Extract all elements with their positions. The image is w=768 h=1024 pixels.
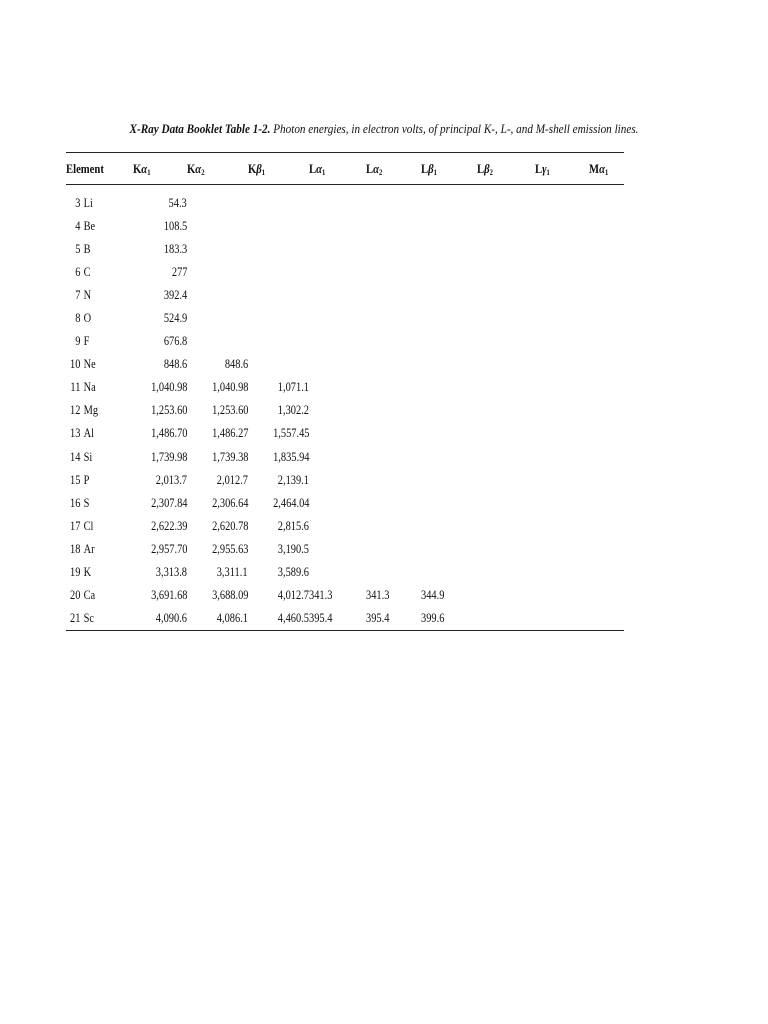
energy-cell-lg1	[535, 561, 589, 584]
energy-cell-la2	[366, 376, 421, 399]
element-symbol: Cl	[83, 517, 94, 533]
energy-cell-kb1	[248, 214, 309, 237]
energy-cell-lb1	[421, 185, 477, 215]
table-row	[66, 491, 624, 514]
atomic-number: 13	[70, 425, 81, 441]
table-row	[66, 330, 624, 353]
energy-cell-kb1	[248, 330, 309, 353]
header-kb1: $K\beta_1$	[248, 160, 266, 177]
header-la1: $L\alpha_1$	[309, 160, 326, 177]
table-row	[66, 376, 624, 399]
energy-cell-kb1: 2,815.6	[277, 517, 309, 533]
energy-cell-lb1	[421, 537, 477, 560]
energy-cell-ka2: 1,739.38	[211, 448, 248, 464]
energy-cell-ka1: 676.8	[163, 333, 187, 349]
element-cell	[66, 330, 133, 353]
header-lb1: $L\beta_1$	[421, 160, 437, 177]
energy-cell-lb1	[421, 306, 477, 329]
energy-cell-ka1: 3,313.8	[155, 564, 187, 580]
energy-cell-lg1	[535, 353, 589, 376]
energy-cell-lg1	[535, 422, 589, 445]
energy-cell-lb1	[421, 468, 477, 491]
table-row	[66, 422, 624, 445]
energy-cell-la2: 341.3	[366, 587, 390, 603]
energy-cell-la2	[366, 514, 421, 537]
energy-cell-lg1	[535, 260, 589, 283]
energy-cell-ma1	[589, 445, 624, 468]
energy-cell-la2	[366, 237, 421, 260]
energy-cell-kb1: 4,012.7	[277, 587, 309, 603]
energy-cell-kb1: 1,557.45	[272, 425, 309, 441]
energy-cell-la2	[366, 330, 421, 353]
element-symbol: Ne	[83, 356, 96, 372]
element-cell	[66, 260, 133, 283]
energy-cell-kb1	[248, 306, 309, 329]
element-cell	[66, 445, 133, 468]
energy-cell-la1	[309, 537, 366, 560]
energy-cell-la2	[366, 445, 421, 468]
element-cell	[66, 468, 133, 491]
energy-cell-ka1: 4,090.6	[155, 610, 187, 626]
energy-cell-la1	[309, 491, 366, 514]
element-cell	[66, 537, 133, 560]
atomic-number: 5	[75, 240, 81, 256]
energy-cell-la1	[309, 283, 366, 306]
atomic-number: 7	[75, 286, 81, 302]
energy-cell-ma1	[589, 399, 624, 422]
energy-cell-ka1: 2,622.39	[150, 517, 187, 533]
energy-cell-la2	[366, 422, 421, 445]
energy-cell-kb1	[248, 260, 309, 283]
energy-cell-kb1: 3,589.6	[277, 564, 309, 580]
table-row	[66, 468, 624, 491]
energy-cell-kb1	[248, 353, 309, 376]
energy-cell-ka1: 1,739.98	[150, 448, 187, 464]
atomic-number: 17	[70, 517, 81, 533]
energy-cell-lb1	[421, 491, 477, 514]
energy-cell-kb1	[248, 237, 309, 260]
energy-cell-lb1	[421, 237, 477, 260]
energy-cell-ka1: 1,040.98	[150, 379, 187, 395]
element-symbol: Si	[83, 448, 93, 464]
table-row	[66, 607, 624, 631]
header-ka2: $K\alpha_2$	[187, 160, 205, 177]
energy-cell-ka1: 1,253.60	[150, 402, 187, 418]
energy-cell-la1	[309, 353, 366, 376]
atomic-number: 11	[70, 379, 81, 395]
energy-cell-lb1: 344.9	[421, 587, 445, 603]
energy-cell-lg1	[535, 330, 589, 353]
energy-cell-ka1: 848.6	[163, 356, 187, 372]
energy-cell-lb1	[421, 445, 477, 468]
energy-cell-la2	[366, 185, 421, 215]
energy-cell-lb2	[477, 491, 535, 514]
energy-cell-lg1	[535, 399, 589, 422]
element-symbol: P	[83, 471, 90, 487]
element-symbol: B	[83, 240, 91, 256]
energy-cell-lb2	[477, 376, 535, 399]
table-row	[66, 514, 624, 537]
element-cell	[66, 376, 133, 399]
energy-cell-ka1: 2,957.70	[150, 540, 187, 556]
element-symbol: Be	[83, 217, 96, 233]
energy-cell-kb1: 1,835.94	[272, 448, 309, 464]
energy-cell-ma1	[589, 422, 624, 445]
energy-cell-lb1: 399.6	[421, 610, 445, 626]
energy-cell-ma1	[589, 353, 624, 376]
energy-cell-ma1	[589, 260, 624, 283]
element-cell	[66, 514, 133, 537]
energy-cell-lg1	[535, 214, 589, 237]
header-la2: $L\alpha_2$	[366, 160, 383, 177]
energy-cell-ma1	[589, 607, 624, 631]
energy-cell-lg1	[535, 237, 589, 260]
energy-cell-lb2	[477, 260, 535, 283]
energy-cell-la1	[309, 237, 366, 260]
energy-cell-la1	[309, 561, 366, 584]
energy-cell-la1	[309, 422, 366, 445]
energy-cell-la1: 341.3	[309, 587, 333, 603]
energy-cell-la2	[366, 260, 421, 283]
energy-cell-ka2: 2,955.63	[211, 540, 248, 556]
header-row	[66, 153, 624, 185]
energy-cell-lb1	[421, 514, 477, 537]
table-row	[66, 214, 624, 237]
element-symbol: C	[83, 263, 91, 279]
energy-cell-la2	[366, 491, 421, 514]
energy-cell-ka1: 524.9	[163, 310, 187, 326]
energy-cell-lg1	[535, 491, 589, 514]
element-symbol: O	[83, 310, 92, 326]
energy-cell-kb1	[248, 283, 309, 306]
energy-cell-ka1: 2,307.84	[150, 494, 187, 510]
energy-cell-lg1	[535, 514, 589, 537]
element-symbol: Al	[83, 425, 94, 441]
energy-cell-ka2: 1,486.27	[211, 425, 248, 441]
energy-cell-lb2	[477, 468, 535, 491]
energy-cell-ma1	[589, 185, 624, 215]
energy-cell-lg1	[535, 283, 589, 306]
element-cell	[66, 584, 133, 607]
energy-cell-lb1	[421, 283, 477, 306]
energy-cell-ma1	[589, 468, 624, 491]
energy-cell-lb2	[477, 422, 535, 445]
energy-cell-ka2: 2,306.64	[211, 494, 248, 510]
atomic-number: 4	[75, 217, 81, 233]
header-element: Element	[66, 160, 104, 176]
table-row	[66, 353, 624, 376]
energy-cell-la1	[309, 468, 366, 491]
energy-cell-la1	[309, 214, 366, 237]
energy-cell-lb2	[477, 214, 535, 237]
energy-cell-lb1	[421, 376, 477, 399]
header-ka1: $K\alpha_1$	[133, 160, 151, 177]
energy-cell-ma1	[589, 491, 624, 514]
header-lg1: $L\gamma_1$	[535, 160, 550, 177]
element-cell	[66, 491, 133, 514]
table-row	[66, 306, 624, 329]
energy-cell-kb1: 2,464.04	[272, 494, 309, 510]
energy-cell-la1	[309, 306, 366, 329]
energy-cell-lb1	[421, 561, 477, 584]
energy-cell-la2	[366, 353, 421, 376]
energy-cell-ka2: 2,012.7	[216, 471, 248, 487]
energy-cell-lb1	[421, 330, 477, 353]
energy-cell-la1	[309, 330, 366, 353]
energy-cell-ka2: 1,040.98	[211, 379, 248, 395]
table-row	[66, 283, 624, 306]
energy-cell-la1	[309, 514, 366, 537]
element-cell	[66, 237, 133, 260]
energy-cell-kb1: 2,139.1	[277, 471, 309, 487]
table-row	[66, 584, 624, 607]
energy-cell-ka2: 3,311.1	[217, 564, 248, 580]
element-symbol: F	[83, 333, 90, 349]
element-symbol: Ca	[83, 587, 96, 603]
energy-cell-lb2	[477, 514, 535, 537]
element-symbol: S	[83, 494, 90, 510]
element-symbol: Mg	[83, 402, 99, 418]
table-body	[66, 185, 624, 631]
energy-cell-lb2	[477, 353, 535, 376]
energy-cell-ka1: 183.3	[163, 240, 187, 256]
element-cell	[66, 607, 133, 631]
energy-cell-ka2: 2,620.78	[211, 517, 248, 533]
energy-cell-lb2	[477, 561, 535, 584]
energy-cell-lg1	[535, 584, 589, 607]
element-cell	[66, 422, 133, 445]
energy-cell-ma1	[589, 537, 624, 560]
element-symbol: N	[83, 286, 92, 302]
energy-cell-lg1	[535, 306, 589, 329]
atomic-number: 20	[70, 587, 81, 603]
energy-cell-lb2	[477, 399, 535, 422]
energy-cell-lg1	[535, 607, 589, 631]
table-caption	[88, 121, 680, 141]
energy-cell-ka1: 2,013.7	[155, 471, 187, 487]
atomic-number: 10	[70, 356, 81, 372]
header-lb2: $L\beta_2$	[477, 160, 493, 177]
atomic-number: 18	[70, 540, 81, 556]
energy-cell-lb1	[421, 422, 477, 445]
energy-cell-la1	[309, 399, 366, 422]
atomic-number: 3	[75, 194, 81, 210]
element-symbol: Sc	[83, 610, 94, 626]
energy-cell-lb2	[477, 237, 535, 260]
energy-cell-lb2	[477, 584, 535, 607]
energy-cell-lb2	[477, 283, 535, 306]
energy-cell-kb1: 3,190.5	[277, 540, 309, 556]
energy-cell-ka2	[187, 306, 248, 329]
energy-cell-la2	[366, 399, 421, 422]
energy-cell-lb2	[477, 306, 535, 329]
element-cell	[66, 214, 133, 237]
table-row	[66, 537, 624, 560]
atomic-number: 12	[70, 402, 81, 418]
atomic-number: 21	[70, 610, 81, 626]
element-cell	[66, 283, 133, 306]
energy-cell-la1	[309, 445, 366, 468]
energy-cell-la1: 395.4	[309, 610, 333, 626]
energy-cell-ka2	[187, 185, 248, 215]
energy-cell-lb2	[477, 185, 535, 215]
atomic-number: 8	[75, 310, 81, 326]
element-cell	[66, 399, 133, 422]
energy-cell-ka1: 1,486.70	[150, 425, 187, 441]
energy-cell-ma1	[589, 306, 624, 329]
element-cell	[66, 185, 133, 215]
atomic-number: 9	[75, 333, 81, 349]
energy-cell-ka2: 4,086.1	[216, 610, 248, 626]
energy-cell-la2: 395.4	[366, 610, 390, 626]
energy-cell-ka2: 3,688.09	[211, 587, 248, 603]
energy-cell-ka2: 1,253.60	[211, 402, 248, 418]
energy-cell-ka1: 277	[171, 263, 187, 279]
energy-cell-lg1	[535, 468, 589, 491]
table-row	[66, 445, 624, 468]
energy-cell-lb2	[477, 607, 535, 631]
energy-cell-kb1	[248, 185, 309, 215]
element-symbol: Li	[83, 194, 93, 210]
energy-cell-ma1	[589, 584, 624, 607]
energy-cell-la2	[366, 283, 421, 306]
energy-cell-la1	[309, 376, 366, 399]
energy-cell-ma1	[589, 237, 624, 260]
energy-cell-la2	[366, 537, 421, 560]
table-row	[66, 237, 624, 260]
energy-cell-lb2	[477, 330, 535, 353]
atomic-number: 16	[70, 494, 81, 510]
energy-cell-ka2	[187, 283, 248, 306]
energy-cell-lg1	[535, 537, 589, 560]
energy-cell-ka1: 54.3	[168, 194, 187, 210]
energy-cell-ka1: 392.4	[163, 286, 187, 302]
element-cell	[66, 306, 133, 329]
table-row	[66, 399, 624, 422]
atomic-number: 14	[70, 448, 81, 464]
energy-cell-ka2	[187, 330, 248, 353]
energy-cell-ka1: 3,691.68	[150, 587, 187, 603]
energy-cell-la2	[366, 561, 421, 584]
energy-cell-lg1	[535, 445, 589, 468]
energy-cell-lg1	[535, 185, 589, 215]
energy-cell-ka2	[187, 260, 248, 283]
energy-cell-kb1: 4,460.5	[277, 610, 309, 626]
energy-cell-la1	[309, 185, 366, 215]
energy-cell-lb1	[421, 399, 477, 422]
energy-cell-ma1	[589, 214, 624, 237]
header-ma1: $M\alpha_1$	[589, 160, 609, 177]
energy-cell-la2	[366, 214, 421, 237]
caption-description: Photon energies, in electron volts, of principal K-, L-, and M-shell emission lines.	[270, 121, 639, 136]
energy-cell-ma1	[589, 561, 624, 584]
emission-lines-table	[66, 152, 624, 631]
element-cell	[66, 353, 133, 376]
energy-cell-ma1	[589, 376, 624, 399]
energy-cell-lb1	[421, 353, 477, 376]
energy-cell-ka1: 108.5	[163, 217, 187, 233]
energy-cell-la1	[309, 260, 366, 283]
table-row	[66, 260, 624, 283]
element-symbol: K	[83, 564, 92, 580]
energy-cell-ma1	[589, 330, 624, 353]
atomic-number: 19	[70, 564, 81, 580]
energy-cell-ma1	[589, 514, 624, 537]
element-symbol: Na	[83, 379, 96, 395]
energy-cell-ka2	[187, 237, 248, 260]
energy-cell-lb2	[477, 537, 535, 560]
energy-cell-kb1: 1,071.1	[277, 379, 309, 395]
energy-cell-lb2	[477, 445, 535, 468]
energy-cell-ma1	[589, 283, 624, 306]
energy-cell-lb1	[421, 214, 477, 237]
energy-cell-ka2	[187, 214, 248, 237]
element-symbol: Ar	[83, 540, 95, 556]
energy-cell-lg1	[535, 376, 589, 399]
energy-cell-lb1	[421, 260, 477, 283]
table-row	[66, 561, 624, 584]
atomic-number: 6	[75, 263, 81, 279]
energy-cell-kb1: 1,302.2	[277, 402, 309, 418]
element-cell	[66, 561, 133, 584]
energy-cell-la2	[366, 468, 421, 491]
energy-cell-ka2: 848.6	[224, 356, 248, 372]
atomic-number: 15	[70, 471, 81, 487]
energy-cell-la2	[366, 306, 421, 329]
caption-title: X-Ray Data Booklet Table 1-2.	[129, 121, 271, 136]
table-row	[66, 185, 624, 215]
